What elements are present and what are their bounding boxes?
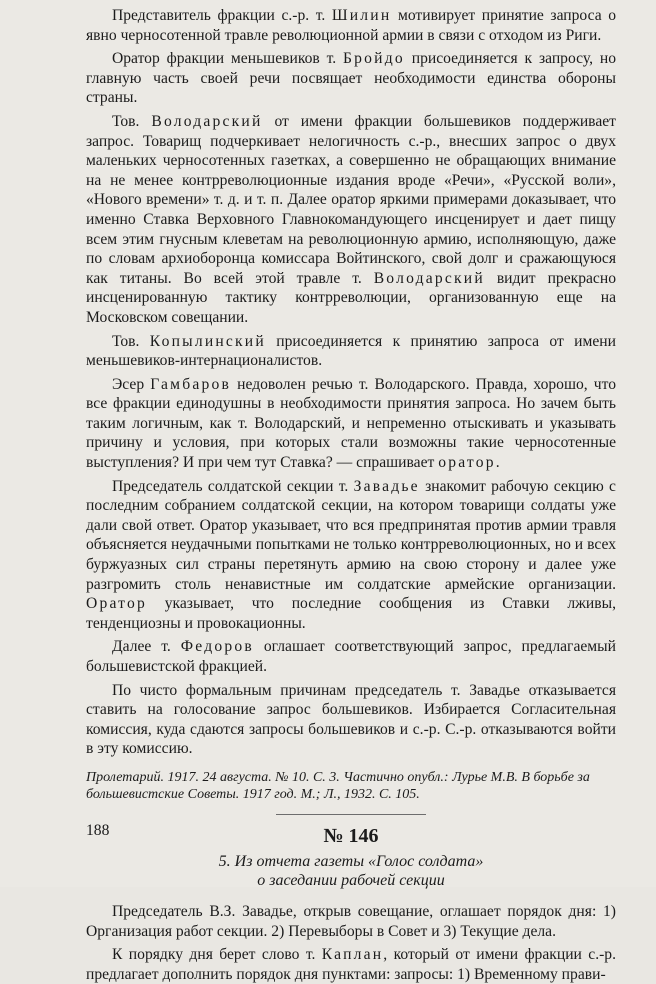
paragraph-text: мотивирует принятие запроса о явно черносотенной травле революционной армии в связи с отходом из Риги. bbox=[86, 7, 616, 44]
paragraph-text: от имени фракции большевиков поддерживает запрос. Товарищ подчеркивает нелогичность с.-р., внесших запрос о двух маленьких черносотенных газетках, а совершенно не обращающих внимание на не менее контрреволюционные издания вроде «Речи», «Русской воли», «Нового времени» т. д. и т. п. Далее оратор яркими примерами доказывает, что именно Ставка Верховного Главнокомандующего инсценирует и дает пищу всем этим гнусным клеветам на революционную армию, исполняющую, даже по словам архиоборонца комиссара Войтинского, свой долг и сражающуюся как титаны. Во всей этой травле т. bbox=[86, 112, 616, 287]
paragraph-text: указывает, что последние сообщения из Ставки лживы, тенденциозны и провокационны. bbox=[86, 595, 616, 632]
document-title-line-1: 5. Из отчета газеты «Голос солдата» bbox=[218, 852, 484, 870]
spaced-name: Гамбаров bbox=[150, 375, 232, 393]
paragraph bbox=[86, 681, 616, 759]
document-title bbox=[86, 852, 616, 890]
paragraph-text: присоединяется к принятию запроса от имени меньшевиков-интернационалистов. bbox=[86, 332, 616, 370]
paragraph-text: К порядку дня берет слово т. bbox=[112, 946, 322, 964]
paragraph-text: оглашает соответствующий запрос, предлагаемый большевистской фракцией. bbox=[86, 638, 616, 675]
spaced-name: Володарский bbox=[151, 112, 263, 130]
paragraph-text: Тов. bbox=[112, 112, 152, 130]
document-number: № 146 bbox=[323, 824, 379, 847]
paragraph-text: Эсер bbox=[112, 375, 151, 393]
paragraph bbox=[86, 49, 616, 108]
paragraph bbox=[86, 477, 616, 634]
spaced-name: Оратор bbox=[86, 595, 147, 613]
paragraph-text: недоволен речью т. Володарского. Правда, хорошо, что все фракции единодушны в необходимости принятия запроса. Но зачем быть таким логичным, как т. Володарский, и непременно отыскивать и указывать причину и условия, при которых стали возможны такие черносотенные выступления? И при чем тут Ставка? — спрашивает bbox=[86, 375, 616, 472]
spaced-name: Шилин bbox=[331, 7, 392, 24]
report-body bbox=[86, 6, 616, 759]
paragraph-text: По чисто формальным причинам председатель т. Завадье отказывается ставить на голосование запрос большевиков. Избирается Согласительная комиссия, куда сдаются запросы большевиков и с.-р. С.-р. отказываются войти в эту комиссию. bbox=[86, 681, 616, 758]
paragraph-text: Оратор фракции меньшевиков т. bbox=[112, 50, 344, 68]
spaced-name: Завадье bbox=[353, 477, 420, 495]
spaced-name: Каплан bbox=[321, 946, 384, 964]
paragraph-text: . bbox=[495, 454, 500, 472]
paragraph bbox=[86, 902, 616, 941]
paragraph bbox=[86, 332, 616, 371]
document-title-line-2: о заседании рабочей секции bbox=[257, 871, 445, 889]
spaced-name: оратор bbox=[438, 454, 496, 472]
paragraph-text: Председатель В.З. Завадье, открыв совещание, оглашает порядок дня: 1) Организация работ секции. 2) Перевыборы в Совет и 3) Текущие дела. bbox=[86, 902, 616, 940]
paragraph-text: Представитель фракции с.-р. т. bbox=[112, 7, 332, 24]
spaced-name: Бройдо bbox=[343, 50, 405, 68]
paragraph bbox=[86, 945, 616, 984]
paragraph bbox=[86, 375, 616, 473]
paragraph-text: знакомит рабочую секцию с последним собранием солдатской секции, на котором товарищи солдаты уже дали свой ответ. Оратор указывает, что вся предпринятая против армии травля объясняется неудачными попытками не только контрреволюционных, но и всех буржуазных сил страны перетянуть армию на свою сторону и далее уже разгромить столь ненавистные им солдатские армейские организации. bbox=[86, 477, 616, 593]
source-citation: Пролетарий. 1917. 24 августа. № 10. С. 3. Частично опубл.: Лурье М.В. В борьбе за большевистские Советы. 1917 год. М.; Л., 1932. С. 105. bbox=[86, 769, 590, 803]
paragraph-text: , который от имени фракции с.-р. предлагает дополнить порядок дня пунктами: запросы: 1) Временному прави- bbox=[86, 946, 617, 983]
spaced-name: Федоров bbox=[180, 638, 254, 656]
paragraph-text: Председатель солдатской секции т. bbox=[112, 477, 354, 495]
paragraph bbox=[86, 637, 616, 676]
paragraph-text: Тов. bbox=[112, 332, 150, 350]
paragraph-text: видит прекрасно инсценированную тактику контрреволюции, организованную еще на Московском совещании. bbox=[86, 269, 616, 326]
spaced-name: Копылинский bbox=[149, 332, 266, 350]
separator-rule bbox=[276, 814, 426, 815]
paragraph bbox=[86, 112, 616, 328]
document-body bbox=[86, 902, 616, 984]
paragraph-text: Далее т. bbox=[112, 638, 181, 656]
page-number: 188 bbox=[86, 822, 110, 839]
paragraph bbox=[86, 6, 616, 45]
spaced-name: Володарский bbox=[373, 269, 485, 287]
paragraph-text: присоединяется к запросу, но главную часть своей речи посвящает необходимости единства обороны страны. bbox=[86, 50, 617, 107]
